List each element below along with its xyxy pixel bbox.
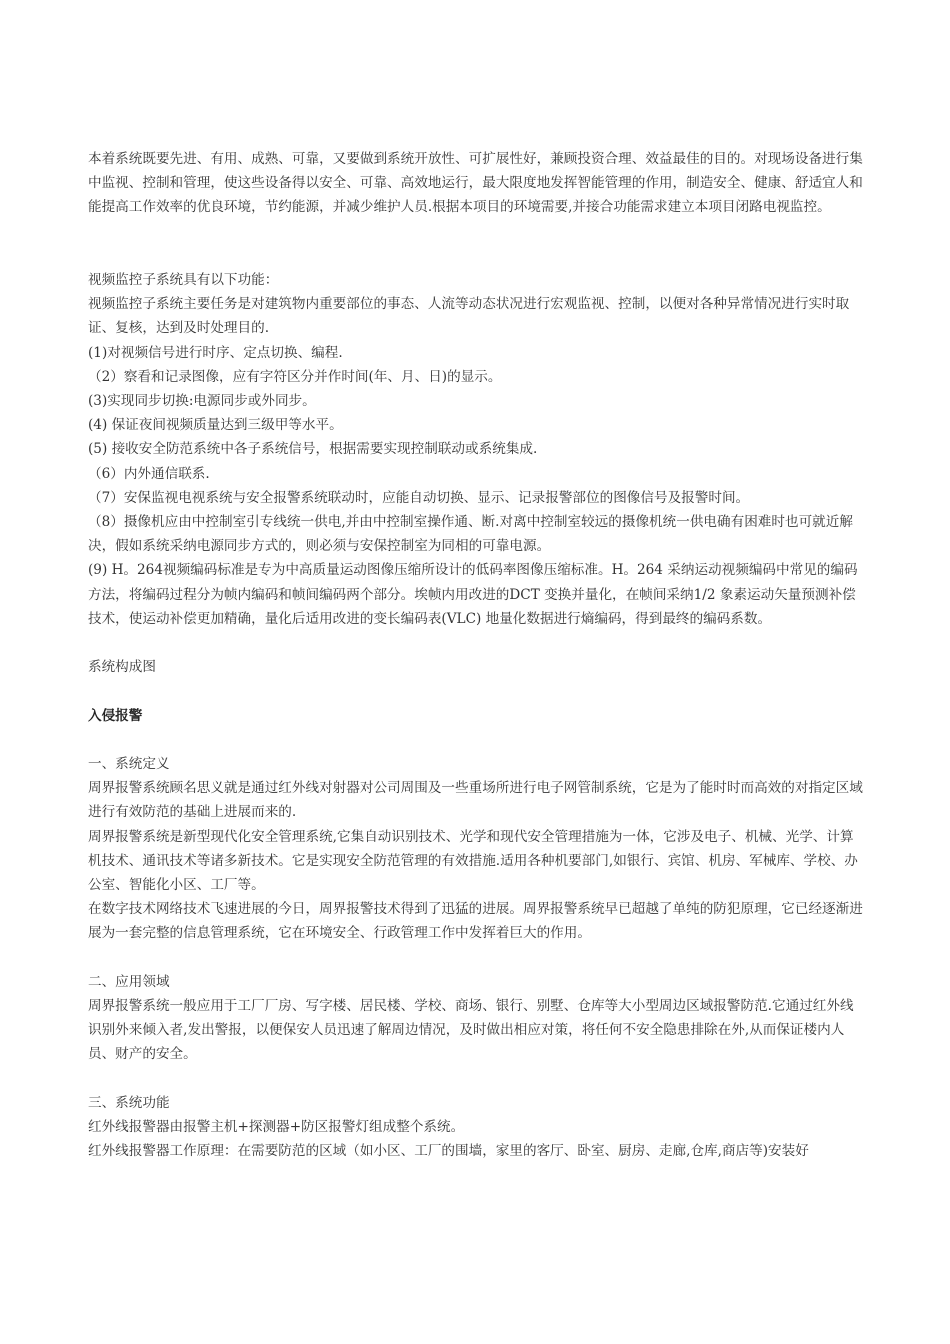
functions-paragraph: 红外线报警器由报警主机+探测器+防区报警灯组成整个系统。	[88, 1119, 465, 1136]
section-heading-definition: 一、系统定义	[88, 756, 170, 772]
video-section-heading: 视频监控子系统具有以下功能：	[88, 271, 279, 288]
video-function-item: （7）安保监视电视系统与安全报警系统联动时，应能自动切换、显示、记录报警部位的图像信号及报警时间。	[88, 489, 750, 506]
spacer	[88, 1067, 864, 1091]
spacer	[88, 679, 864, 703]
diagram-caption: 系统构成图	[88, 659, 156, 676]
spacer	[88, 220, 864, 244]
definition-paragraph: 周界报警系统顾名思义就是通过红外线对射器对公司周围及一些重场所进行电子网管制系统，它是为了能时时而高效的对指定区域进行有效防范的基础上进展而来的.	[88, 780, 863, 821]
application-paragraph: 周界报警系统一般应用于工厂厂房、写字楼、居民楼、学校、商场、银行、别墅、仓库等大小型周边区域报警防范.它通过红外线识别外来倾入者,发出警报，以便保安人员迅速了解周边情况，及时做出相应对策，将任何不安全隐患排除在外,从而保证楼内人员、财产的安全。	[88, 998, 854, 1063]
section-heading-application: 二、应用领域	[88, 973, 170, 990]
spacer	[88, 946, 864, 970]
video-function-item: （8）摄像机应由中控制室引专线统一供电,并由中控制室操作通、断.对离中控制室较远的摄像机统一供电确有困难时也可就近解决，假如系统采纳电源同步方式的，则必须与安保控制室为同相的可靠电源。	[88, 514, 853, 555]
video-function-item: (5) 接收安全防范系统中各子系统信号，根据需要实现控制联动或系统集成.	[88, 441, 538, 458]
video-function-item: (4) 保证夜间视频质量达到三级甲等水平。	[88, 417, 343, 434]
spacer	[88, 728, 864, 752]
functions-paragraph: 红外线报警器工作原理：在需要防范的区域（如小区、工厂的围墙，家里的客厅、卧室、厨房、走廊,仓库,商店等)安装好	[88, 1143, 809, 1160]
document-body	[88, 147, 864, 1163]
video-section-description: 视频监控子系统主要任务是对建筑物内重要部位的事态、人流等动态状况进行宏观监视、控制，以便对各种异常情况进行实时取证、复核，达到及时处理目的.	[88, 296, 850, 337]
intrusion-alarm-title: 入侵报警	[88, 707, 143, 724]
intro-paragraph: 本着系统既要先进、有用、成熟、可靠，又要做到系统开放性、可扩展性好，兼顾投资合理、效益最佳的目的。对现场设备进行集中监视、控制和管理，使这些设备得以安全、可靠、高效地运行，最大限度地发挥智能管理的作用，制造安全、健康、舒适宜人和能提高工作效率的优良环境，节约能源，并减少维护人员.根据本项目的环境需要,并接合功能需求建立本项目闭路电视监控。	[88, 151, 863, 216]
spacer	[88, 244, 864, 268]
definition-paragraph: 周界报警系统是新型现代化安全管理系统,它集自动识别技术、光学和现代安全管理措施为一体，它涉及电子、机械、光学、计算机技术、通讯技术等诸多新技术。它是实现安全防范管理的有效措施.适用各种机要部门,如银行、宾馆、机房、军械库、学校、办公室、智能化小区、工厂等。	[88, 828, 858, 894]
spacer	[88, 631, 864, 655]
video-function-item: (3)实现同步切换:电源同步或外同步。	[88, 393, 316, 409]
video-function-item: (1)对视频信号进行时序、定点切换、编程.	[88, 344, 343, 361]
definition-paragraph: 在数字技术网络技术飞速进展的今日，周界报警技术得到了迅猛的进展。周界报警系统早已超越了单纯的防犯原理，它已经逐渐进展为一套完整的信息管理系统，它在环境安全、行政管理工作中发挥着巨大的作用。	[88, 901, 863, 942]
video-function-item: （2）察看和记录图像，应有字符区分并作时间(年、月、日)的显示。	[88, 368, 502, 385]
video-function-item: (9) H。264视频编码标准是专为中高质量运动图像压缩所设计的低码率图像压缩标准。H。264 采纳运动视频编码中常见的编码方法，将编码过程分为帧内编码和帧间编码两个部分。埃帧内用改进的DCT 变换并量化，在帧间采纳1/2 象素运动矢量预测补偿技术，使运动补偿更加精确，量化后适用改进的变长编码表(VLC) 地量化数据进行熵编码，得到最终的编码系数。	[88, 562, 858, 627]
section-heading-functions: 三、系统功能	[88, 1094, 170, 1111]
video-function-item: （6）内外通信联系.	[88, 465, 210, 482]
